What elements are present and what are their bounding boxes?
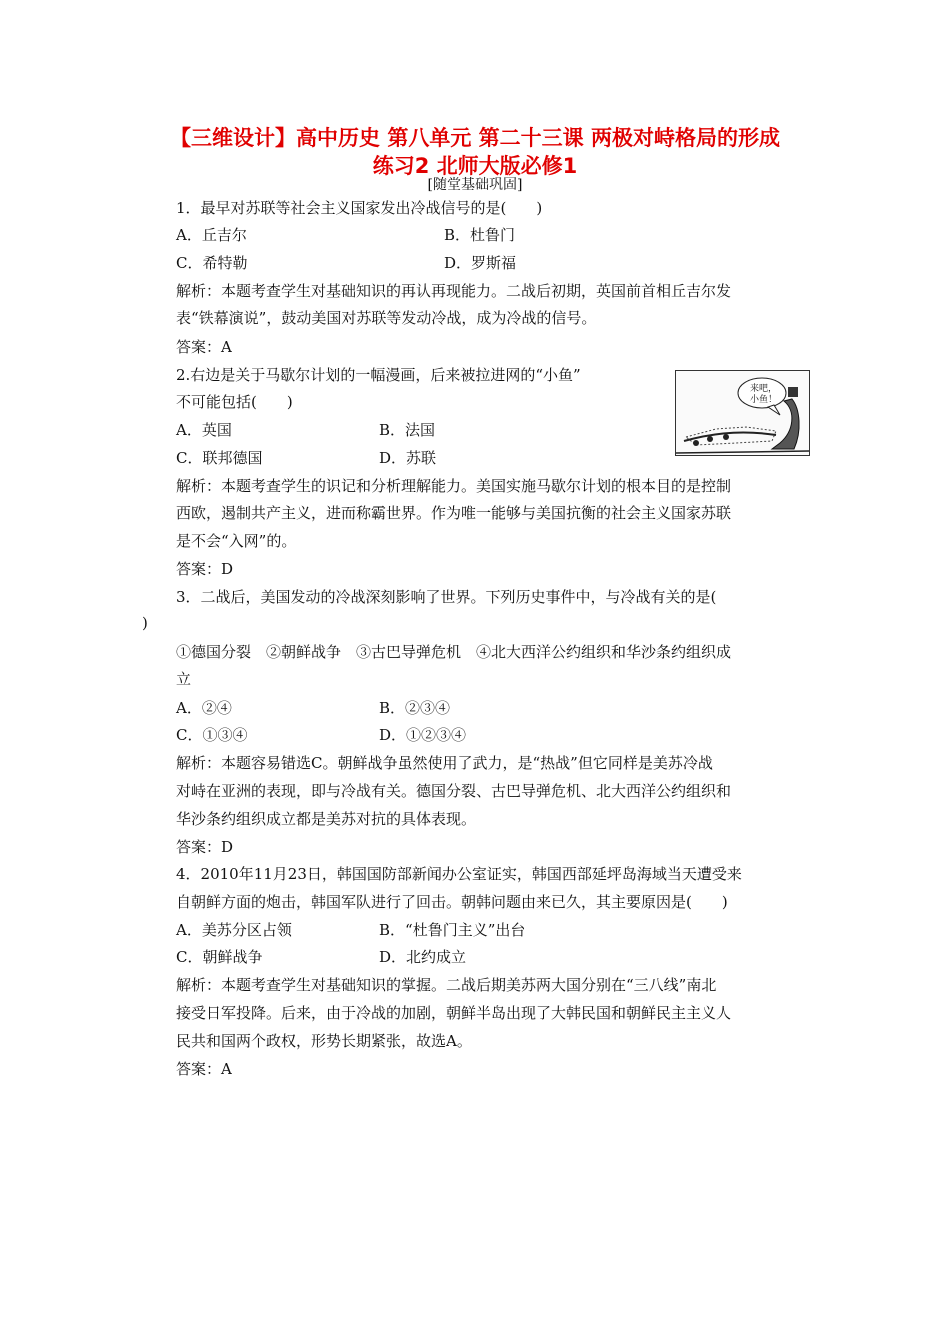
q1-option-a: A．丘吉尔 (176, 226, 247, 244)
q4-option-a: A．美苏分区占领 (176, 921, 292, 939)
q2-option-a: A．英国 (176, 421, 232, 439)
q4-analysis-2: 接受日军投降。后来，由于冷战的加剧，朝鲜半岛出现了大韩民国和朝鲜民主主义人 (176, 1004, 732, 1022)
cartoon-speech-1: 来吧， (750, 384, 778, 394)
marshall-plan-cartoon (675, 370, 810, 456)
q1-answer: 答案：A (176, 338, 232, 356)
q4-option-d: D．北约成立 (379, 948, 467, 966)
q1-analysis-2: 表“铁幕演说”，鼓动美国对苏联等发动冷战，成为冷战的信号。 (176, 309, 597, 327)
q4-answer: 答案：A (176, 1060, 232, 1078)
q4-option-c: C．朝鲜战争 (176, 948, 263, 966)
q2-option-b: B．法国 (379, 421, 436, 439)
q3-answer: 答案：D (176, 838, 234, 856)
q1-option-c: C．希特勒 (176, 254, 248, 272)
q2-analysis-1: 解析：本题考查学生的识记和分析理解能力。美国实施马歇尔计划的根本目的是控制 (176, 477, 732, 495)
q3-option-d: D．①②③④ (379, 726, 467, 744)
q1-option-b: B．杜鲁门 (444, 226, 516, 244)
q4-analysis-3: 民共和国两个政权，形势长期紧张，故选A。 (176, 1032, 472, 1050)
q3-analysis-3: 华沙条约组织成立都是美苏对抗的具体表现。 (176, 810, 477, 828)
document-title-line1: 【三维设计】高中历史 第八单元 第二十三课 两极对峙格局的形成 (170, 126, 780, 150)
q2-stem-2: 不可能包括( ) (176, 393, 293, 411)
q4-stem-1: 4．2010年11月23日，韩国国防部新闻办公室证实，韩国西部延坪岛海域当天遭受来 (176, 865, 742, 883)
q2-answer: 答案：D (176, 560, 234, 578)
q3-items-1: ①德国分裂 ②朝鲜战争 ③古巴导弹危机 ④北大西洋公约组织和华沙条约组织成 (176, 643, 732, 661)
q4-analysis-1: 解析：本题考查学生对基础知识的掌握。二战后期美苏两大国分别在“三八线”南北 (176, 976, 717, 994)
cartoon-drawing (676, 371, 809, 455)
document-title-line2: 练习2 北师大版必修1 (372, 154, 578, 178)
q1-option-d: D．罗斯福 (444, 254, 517, 272)
q2-analysis-2: 西欧，遏制共产主义，进而称霸世界。作为唯一能够与美国抗衡的社会主义国家苏联 (176, 504, 732, 522)
q2-option-c: C．联邦德国 (176, 449, 263, 467)
q4-option-b: B．“杜鲁门主义”出台 (379, 921, 526, 939)
q3-analysis-2: 对峙在亚洲的表现，即与冷战有关。德国分裂、古巴导弹危机、北大西洋公约组织和 (176, 782, 732, 800)
q3-analysis-1: 解析：本题容易错选C。朝鲜战争虽然使用了武力，是“热战”但它同样是美苏冷战 (176, 754, 713, 772)
q1-analysis-1: 解析：本题考查学生对基础知识的再认再现能力。二战后初期，英国前首相丘吉尔发 (176, 282, 732, 300)
q3-stem-1: 3．二战后，美国发动的冷战深刻影响了世界。下列历史事件中，与冷战有关的是( (176, 588, 717, 606)
q3-items-2: 立 (176, 670, 192, 688)
q2-analysis-3: 是不会“入网”的。 (176, 532, 297, 550)
q3-option-b: B．②③④ (379, 699, 451, 717)
q2-option-d: D．苏联 (379, 449, 437, 467)
q2-stem-1: 2.右边是关于马歇尔计划的一幅漫画，后来被拉进网的“小鱼” (176, 366, 581, 384)
q3-option-c: C．①③④ (176, 726, 248, 744)
q4-stem-2: 自朝鲜方面的炮击，韩国军队进行了回击。朝韩问题由来已久，其主要原因是( ) (176, 893, 728, 911)
q3-option-a: A．②④ (176, 699, 232, 717)
cartoon-speech-2: 小鱼！ (750, 395, 778, 405)
q3-stem-2: ) (142, 614, 148, 632)
q1-stem: 1．最早对苏联等社会主义国家发出冷战信号的是( ) (176, 199, 543, 217)
section-heading: [随堂基础巩固] (427, 177, 523, 193)
